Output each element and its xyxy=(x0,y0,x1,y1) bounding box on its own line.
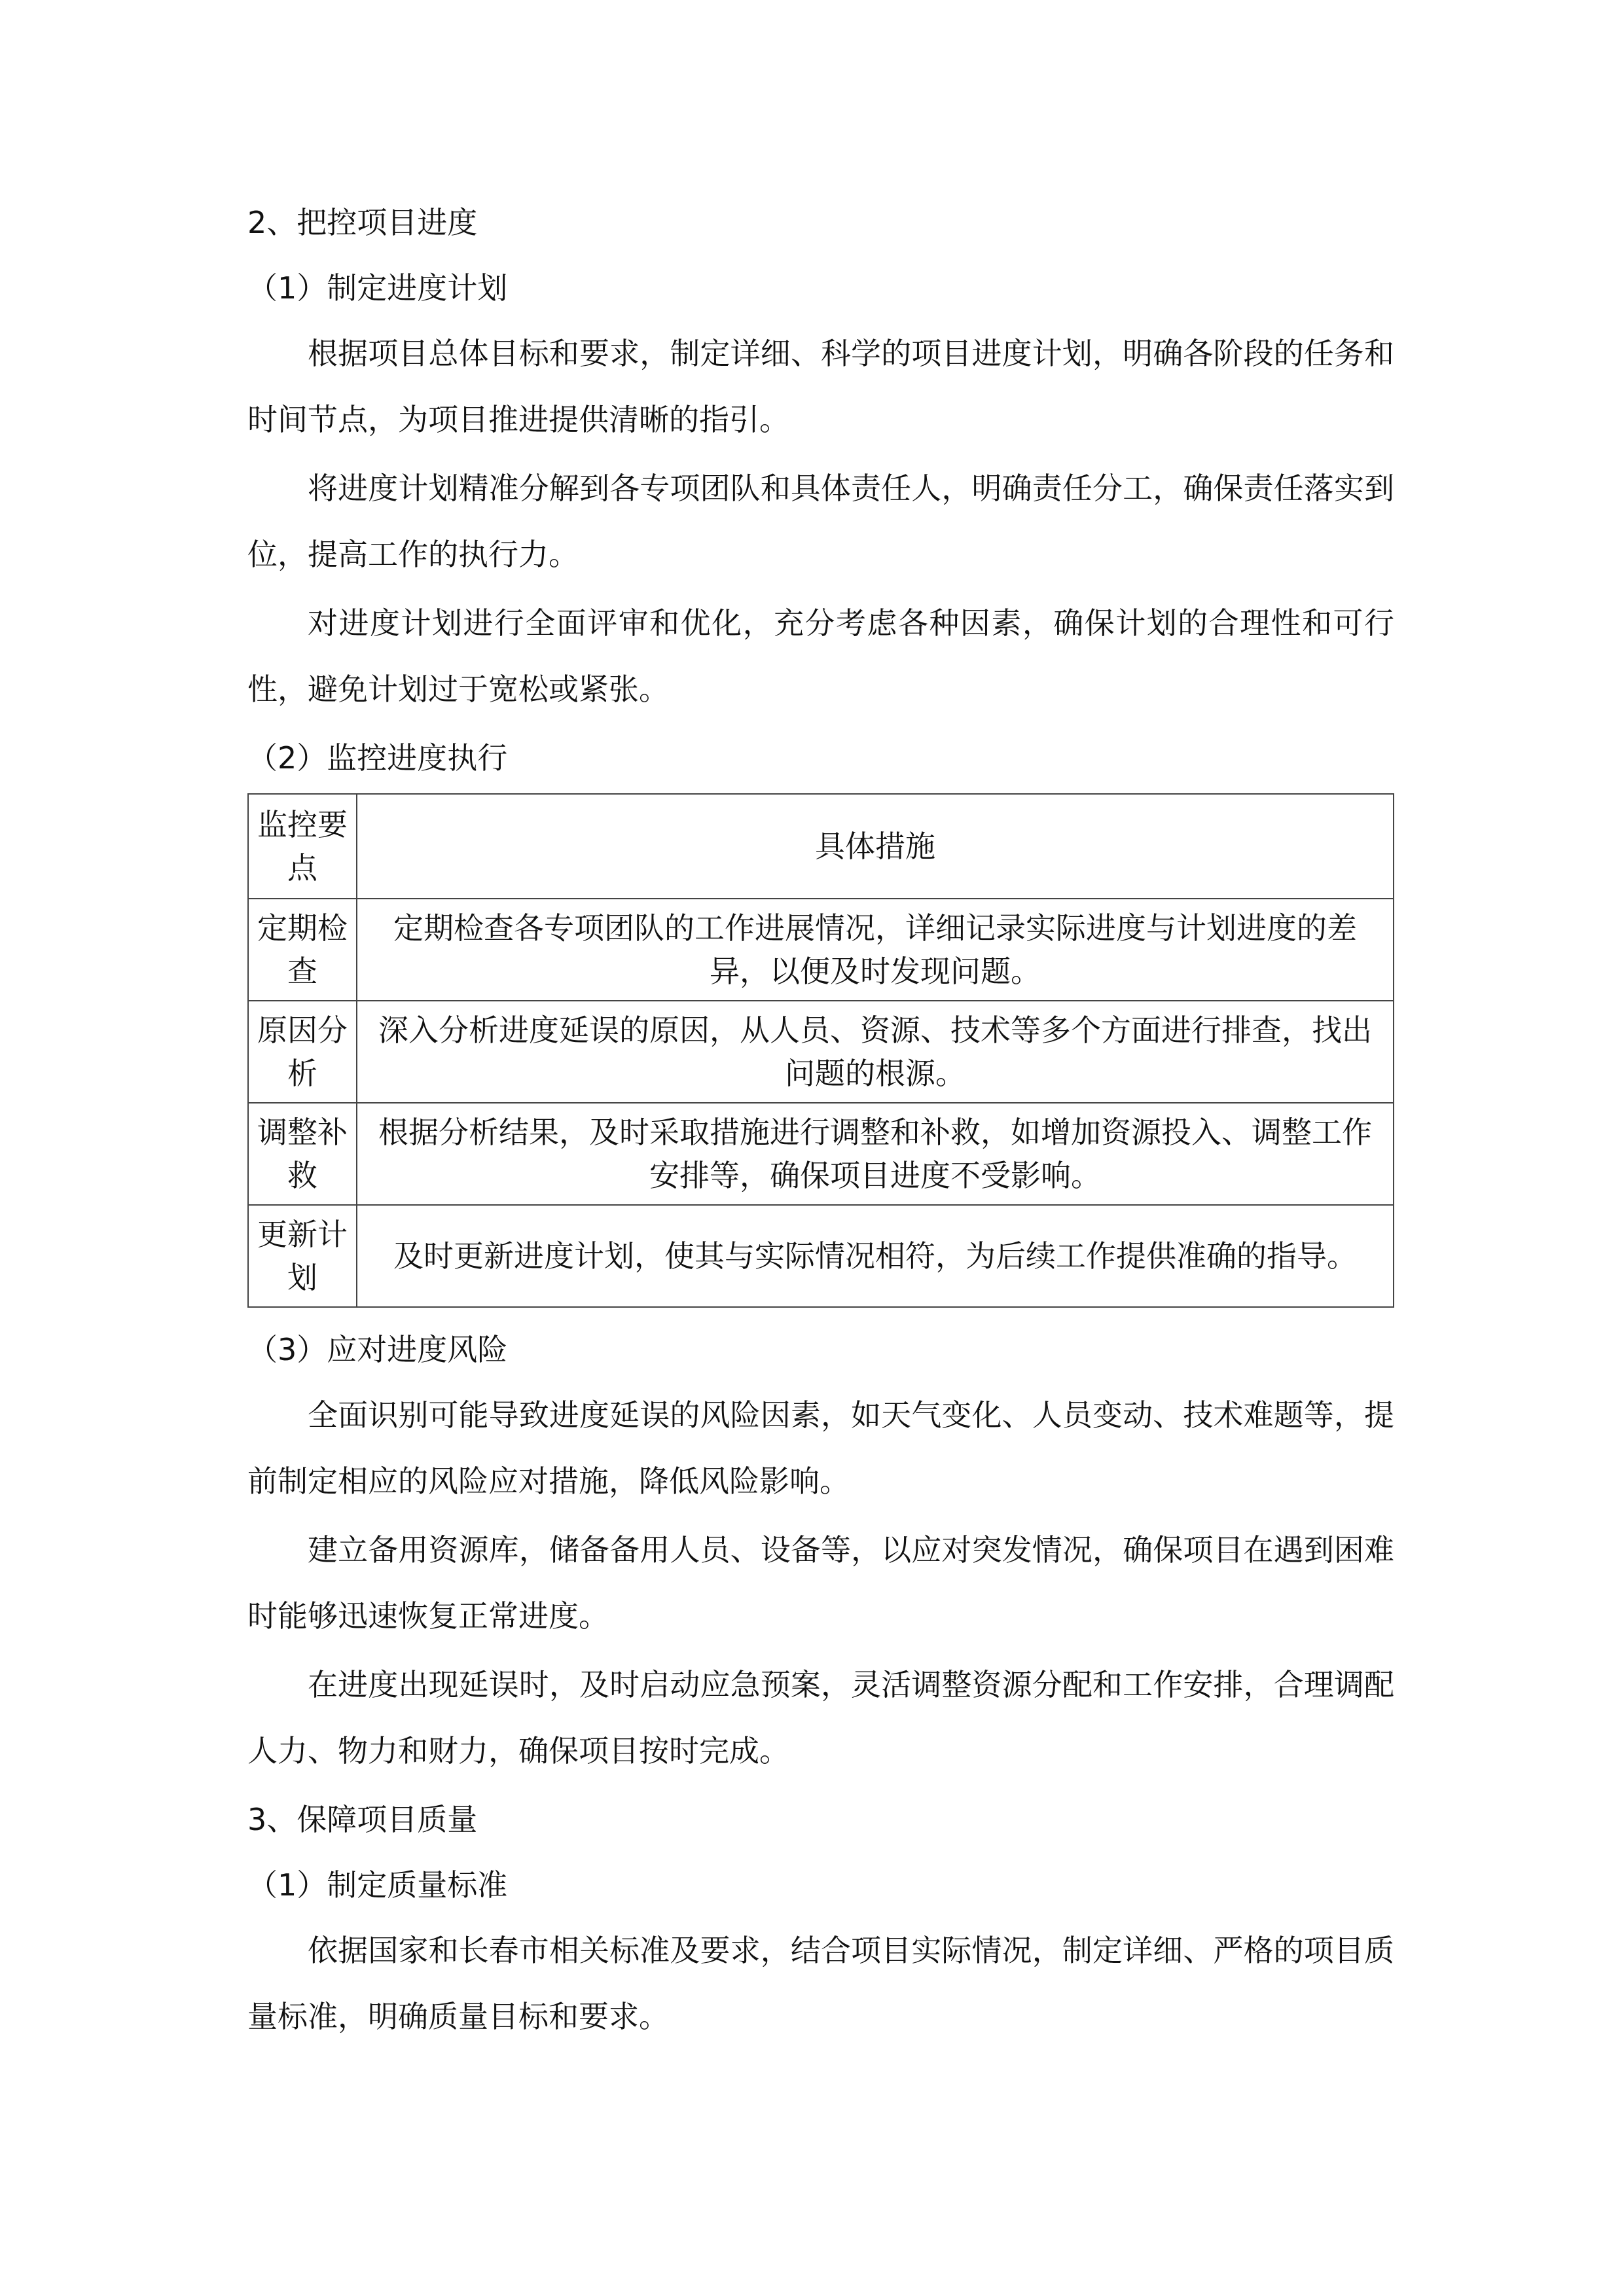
paragraph: 对进度计划进行全面评审和优化，充分考虑各种因素，确保计划的合理性和可行性，避免计划过于宽松或紧张。 xyxy=(247,605,1394,707)
table-row xyxy=(248,1205,1394,1307)
table-row xyxy=(248,1103,1394,1205)
monitoring-table xyxy=(247,793,1394,1308)
subsection-heading: （1）制定质量标准 xyxy=(247,1867,508,1903)
table-desc-cell: 定期检查各专项团队的工作进展情况，详细记录实际进度与计划进度的差异，以便及时发现问题。 xyxy=(357,899,1394,1001)
subsection-heading: （3）应对进度风险 xyxy=(247,1332,508,1367)
table-header-cell: 监控要点 xyxy=(248,794,357,899)
document-page xyxy=(247,190,1394,2050)
table-desc-cell: 深入分析进度延误的原因，从人员、资源、技术等多个方面进行排查，找出问题的根源。 xyxy=(357,1001,1394,1103)
table-key-cell: 调整补救 xyxy=(248,1103,357,1205)
table-row xyxy=(248,899,1394,1001)
table-key-cell: 定期检查 xyxy=(248,899,357,1001)
table-header-row xyxy=(248,794,1394,899)
section-heading: 3、保障项目质量 xyxy=(247,1802,478,1837)
paragraph: 建立备用资源库，储备备用人员、设备等，以应对突发情况，确保项目在遇到困难时能够迅速恢复正常进度。 xyxy=(247,1532,1394,1634)
paragraph: 全面识别可能导致进度延误的风险因素，如天气变化、人员变动、技术难题等，提前制定相应的风险应对措施，降低风险影响。 xyxy=(247,1397,1394,1499)
table-desc-cell: 根据分析结果，及时采取措施进行调整和补救，如增加资源投入、调整工作安排等，确保项目进度不受影响。 xyxy=(357,1103,1394,1205)
section-heading: 2、把控项目进度 xyxy=(247,205,478,240)
paragraph: 在进度出现延误时，及时启动应急预案，灵活调整资源分配和工作安排，合理调配人力、物力和财力，确保项目按时完成。 xyxy=(247,1667,1394,1768)
table-key-cell: 更新计划 xyxy=(248,1205,357,1307)
table-key-cell: 原因分析 xyxy=(248,1001,357,1103)
table-header-cell: 具体措施 xyxy=(357,794,1394,899)
paragraph: 依据国家和长春市相关标准及要求，结合项目实际情况，制定详细、严格的项目质量标准，明确质量目标和要求。 xyxy=(247,1933,1394,2034)
subsection-heading: （1）制定进度计划 xyxy=(247,270,508,306)
subsection-heading: （2）监控进度执行 xyxy=(247,740,508,776)
paragraph: 将进度计划精准分解到各专项团队和具体责任人，明确责任分工，确保责任落实到位，提高工作的执行力。 xyxy=(247,471,1394,572)
paragraph: 根据项目总体目标和要求，制定详细、科学的项目进度计划，明确各阶段的任务和时间节点，为项目推进提供清晰的指引。 xyxy=(247,336,1394,437)
table-desc-cell: 及时更新进度计划，使其与实际情况相符，为后续工作提供准确的指导。 xyxy=(357,1205,1394,1307)
table-row xyxy=(248,1001,1394,1103)
